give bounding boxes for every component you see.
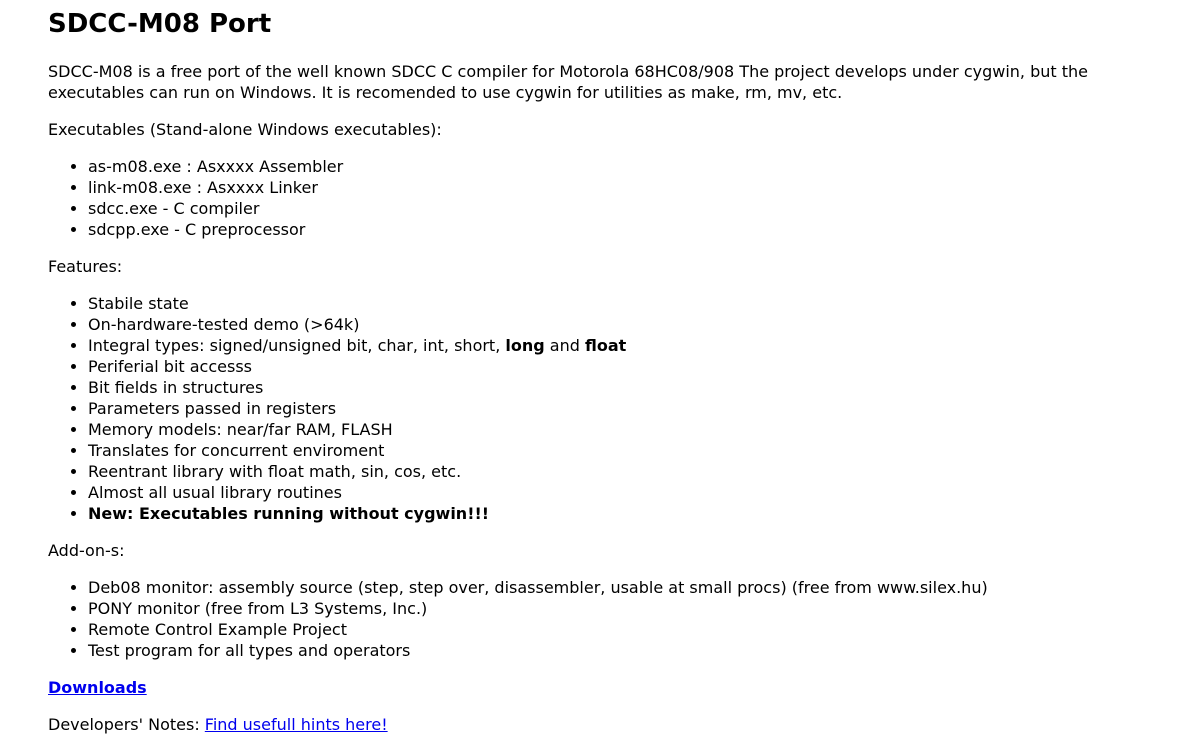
list-item-new-feature: • New: Executables running without cygwin!!! (88, 503, 1152, 524)
list-item-integral-types (88, 335, 1152, 356)
list-item: • Reentrant library with float math, sin, cos, etc. (88, 461, 1152, 482)
list-item: • On-hardware-tested demo (>64k) (88, 314, 1152, 335)
float-type-label: float (584, 336, 627, 355)
list-item: • Deb08 monitor: assembly source (step, step over, disassembler, usable at small procs) (free from www.silex.hu) (88, 577, 1152, 598)
executables-list (48, 156, 1152, 240)
list-item: • as-m08.exe : Asxxxx Assembler (88, 156, 1152, 177)
developer-notes-link[interactable]: Find usefull hints here! (204, 715, 388, 734)
list-item: • Test program for all types and operators (88, 640, 1152, 661)
intro-paragraph: SDCC-M08 is a free port of the well known SDCC C compiler for Motorola 68HC08/908 The project develops under cygwin, but the executables can run on Windows. It is recomended to use cygwin for utilities as make, rm, mv, etc. (48, 62, 1089, 102)
long-type-label: long (505, 336, 545, 355)
and-text: and (544, 336, 585, 355)
list-item: • Memory models: near/far RAM, FLASH (88, 419, 1152, 440)
features-list (48, 293, 1152, 524)
list-item: • sdcpp.exe - C preprocessor (88, 219, 1152, 240)
list-item: • Bit fields in structures (88, 377, 1152, 398)
integral-types-text: Integral types: signed/unsigned bit, char, int, short, (88, 336, 506, 355)
addons-heading: Add-on-s: (48, 541, 125, 560)
list-item: • sdcc.exe - C compiler (88, 198, 1152, 219)
page-title: SDCC-M08 Port (48, 9, 272, 39)
list-item: • Parameters passed in registers (88, 398, 1152, 419)
list-item: • link-m08.exe : Asxxxx Linker (88, 177, 1152, 198)
downloads-link[interactable]: Downloads (48, 678, 147, 697)
executables-heading: Executables (Stand-alone Windows executables): (48, 120, 442, 139)
list-item: • Remote Control Example Project (88, 619, 1152, 640)
list-item: • Stabile state (88, 293, 1152, 314)
addons-list (48, 577, 1152, 661)
features-heading: Features: (48, 257, 123, 276)
developer-notes-label: Developers' Notes: (48, 715, 205, 734)
downloads-paragraph (48, 677, 1152, 698)
list-item: • Translates for concurrent enviroment (88, 440, 1152, 461)
list-item: • PONY monitor (free from L3 Systems, Inc.) (88, 598, 1152, 619)
developer-notes-paragraph (48, 714, 1152, 735)
list-item: • Almost all usual library routines (88, 482, 1152, 503)
list-item: • Periferial bit accesss (88, 356, 1152, 377)
